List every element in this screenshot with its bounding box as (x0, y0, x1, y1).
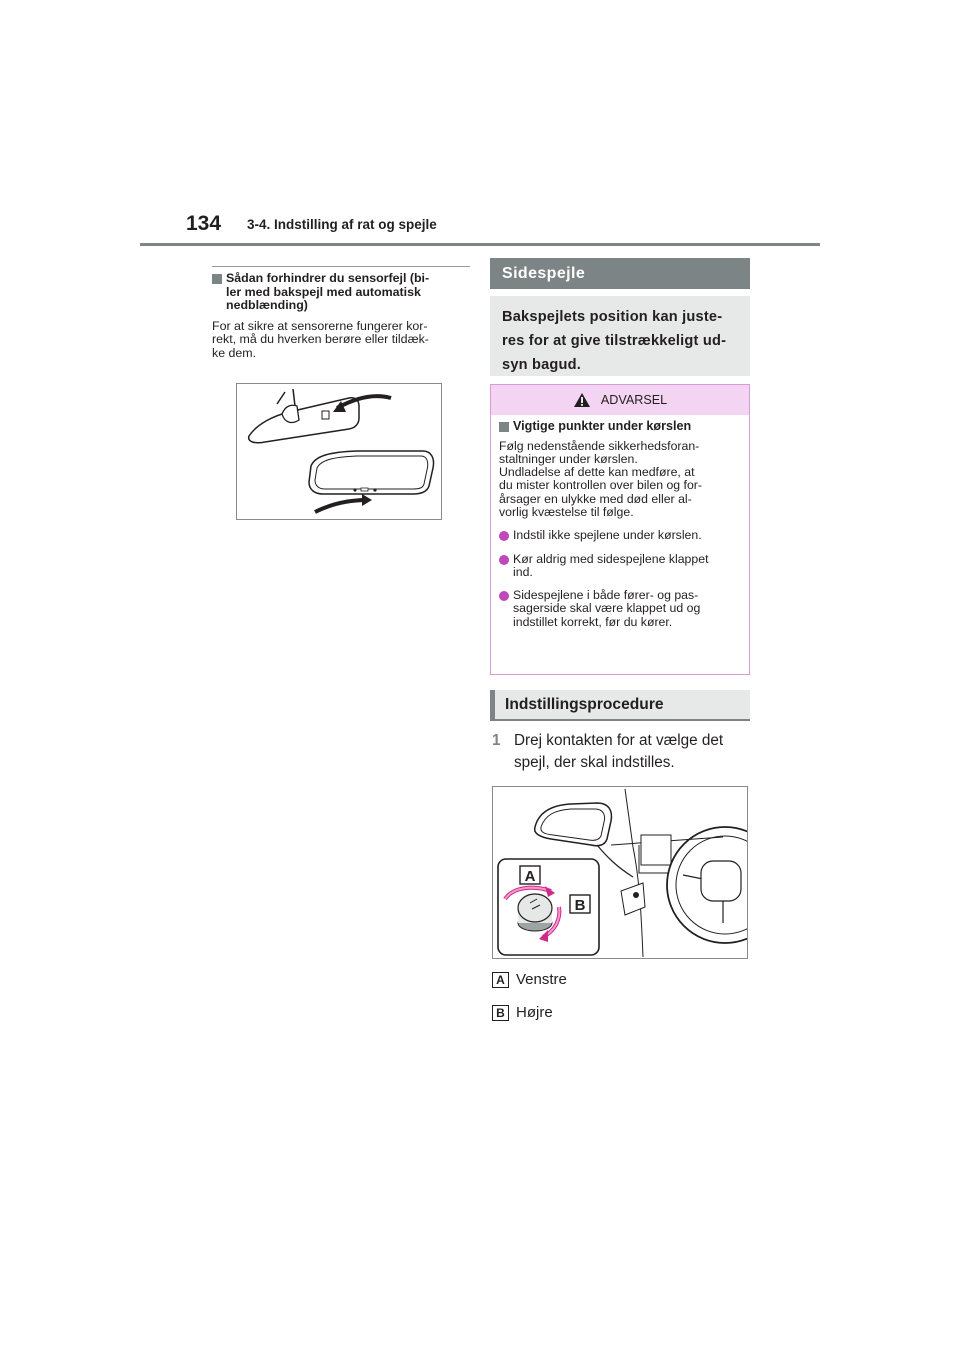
warning-bullet (499, 529, 743, 542)
legend-key: A (492, 972, 509, 988)
step-number: 1 (492, 732, 501, 749)
summary-line: res for at give tilstrækkeligt ud- (502, 333, 727, 349)
warning-heading-text: Vigtige punkter under kørslen (513, 419, 692, 433)
header-rule (140, 243, 820, 246)
legend-item-b (492, 1004, 553, 1022)
warning-intro-line: årsager en ulykke med død eller al- (499, 491, 692, 506)
heading-line: nedblænding) (226, 298, 308, 312)
bullet-dot-icon (499, 555, 509, 565)
chapter-title: 3-4. Indstilling af rat og spejle (247, 217, 437, 232)
rearview-mirror-illustration (237, 384, 441, 519)
warning-header (491, 385, 749, 415)
warning-intro-line: staltninger under kørslen. (499, 451, 638, 466)
mirror-switch-figure (492, 786, 748, 959)
section-divider (212, 266, 470, 267)
heading-line: Sådan forhindrer du sensorfejl (bi- (226, 271, 430, 285)
warning-heading (499, 420, 743, 434)
warning-box (490, 384, 750, 675)
body-line: rekt, må du hverken berøre eller tildæk- (212, 332, 429, 346)
warning-title: ADVARSEL (600, 393, 668, 407)
bullet-line: Kør aldrig med sidespejlene klappet (513, 551, 709, 566)
warning-triangle-icon (573, 392, 591, 408)
bullet-dot-icon (499, 591, 509, 601)
warning-intro-line: Følg nedenstående sikkerhedsforan- (499, 438, 700, 453)
rearview-mirror-figure (236, 383, 442, 520)
figure-label-a: A (524, 868, 536, 885)
summary-line: syn bagud. (502, 357, 582, 373)
body-line: For at sikre at sensorerne fungerer kor- (212, 318, 428, 333)
warning-bullet (499, 553, 743, 580)
warning-intro-line: Undladelse af dette kan medføre, at (499, 465, 695, 480)
step-1 (492, 730, 750, 774)
section-title-procedure: Indstillingsprocedure (490, 690, 750, 721)
legend-item-a (492, 971, 567, 989)
legend-label: Venstre (516, 971, 567, 988)
bullet-line: Sidespejlene i både fører- og pas- (513, 588, 699, 603)
step-line: Drej kontakten for at vælge det (514, 732, 724, 749)
bullet-line: sagerside skal være klappet ud og (513, 601, 701, 616)
summary-line: Bakspejlets position kan juste- (502, 309, 723, 325)
warning-intro-line: vorlig kvæstelse til følge. (499, 504, 634, 519)
warning-intro (499, 440, 743, 520)
square-bullet-icon (212, 274, 222, 284)
left-column (212, 266, 470, 360)
bullet-dot-icon (499, 531, 509, 541)
warning-body (491, 415, 749, 629)
body-line: ke dem. (212, 345, 257, 360)
page-number: 134 (186, 212, 222, 235)
sensor-body (212, 320, 470, 361)
legend-label: Højre (516, 1004, 553, 1021)
summary-box (490, 296, 750, 376)
bullet-line: ind. (513, 564, 533, 579)
heading-line: ler med bakspejl med automatisk (226, 284, 421, 299)
bullet-line: Indstil ikke spejlene under kørslen. (513, 528, 702, 543)
mirror-switch-illustration (493, 787, 747, 958)
warning-intro-line: du mister kontrollen over bilen og for- (499, 478, 702, 493)
figure-label-b: B (574, 897, 586, 914)
legend-key: B (492, 1005, 509, 1021)
step-line: spejl, der skal indstilles. (514, 754, 675, 771)
square-bullet-icon (499, 422, 509, 432)
section-title-sidespejle: Sidespejle (490, 258, 750, 289)
bullet-line: indstillet korrekt, før du kører. (513, 614, 673, 629)
warning-bullet (499, 589, 743, 629)
sensor-heading (212, 272, 470, 313)
